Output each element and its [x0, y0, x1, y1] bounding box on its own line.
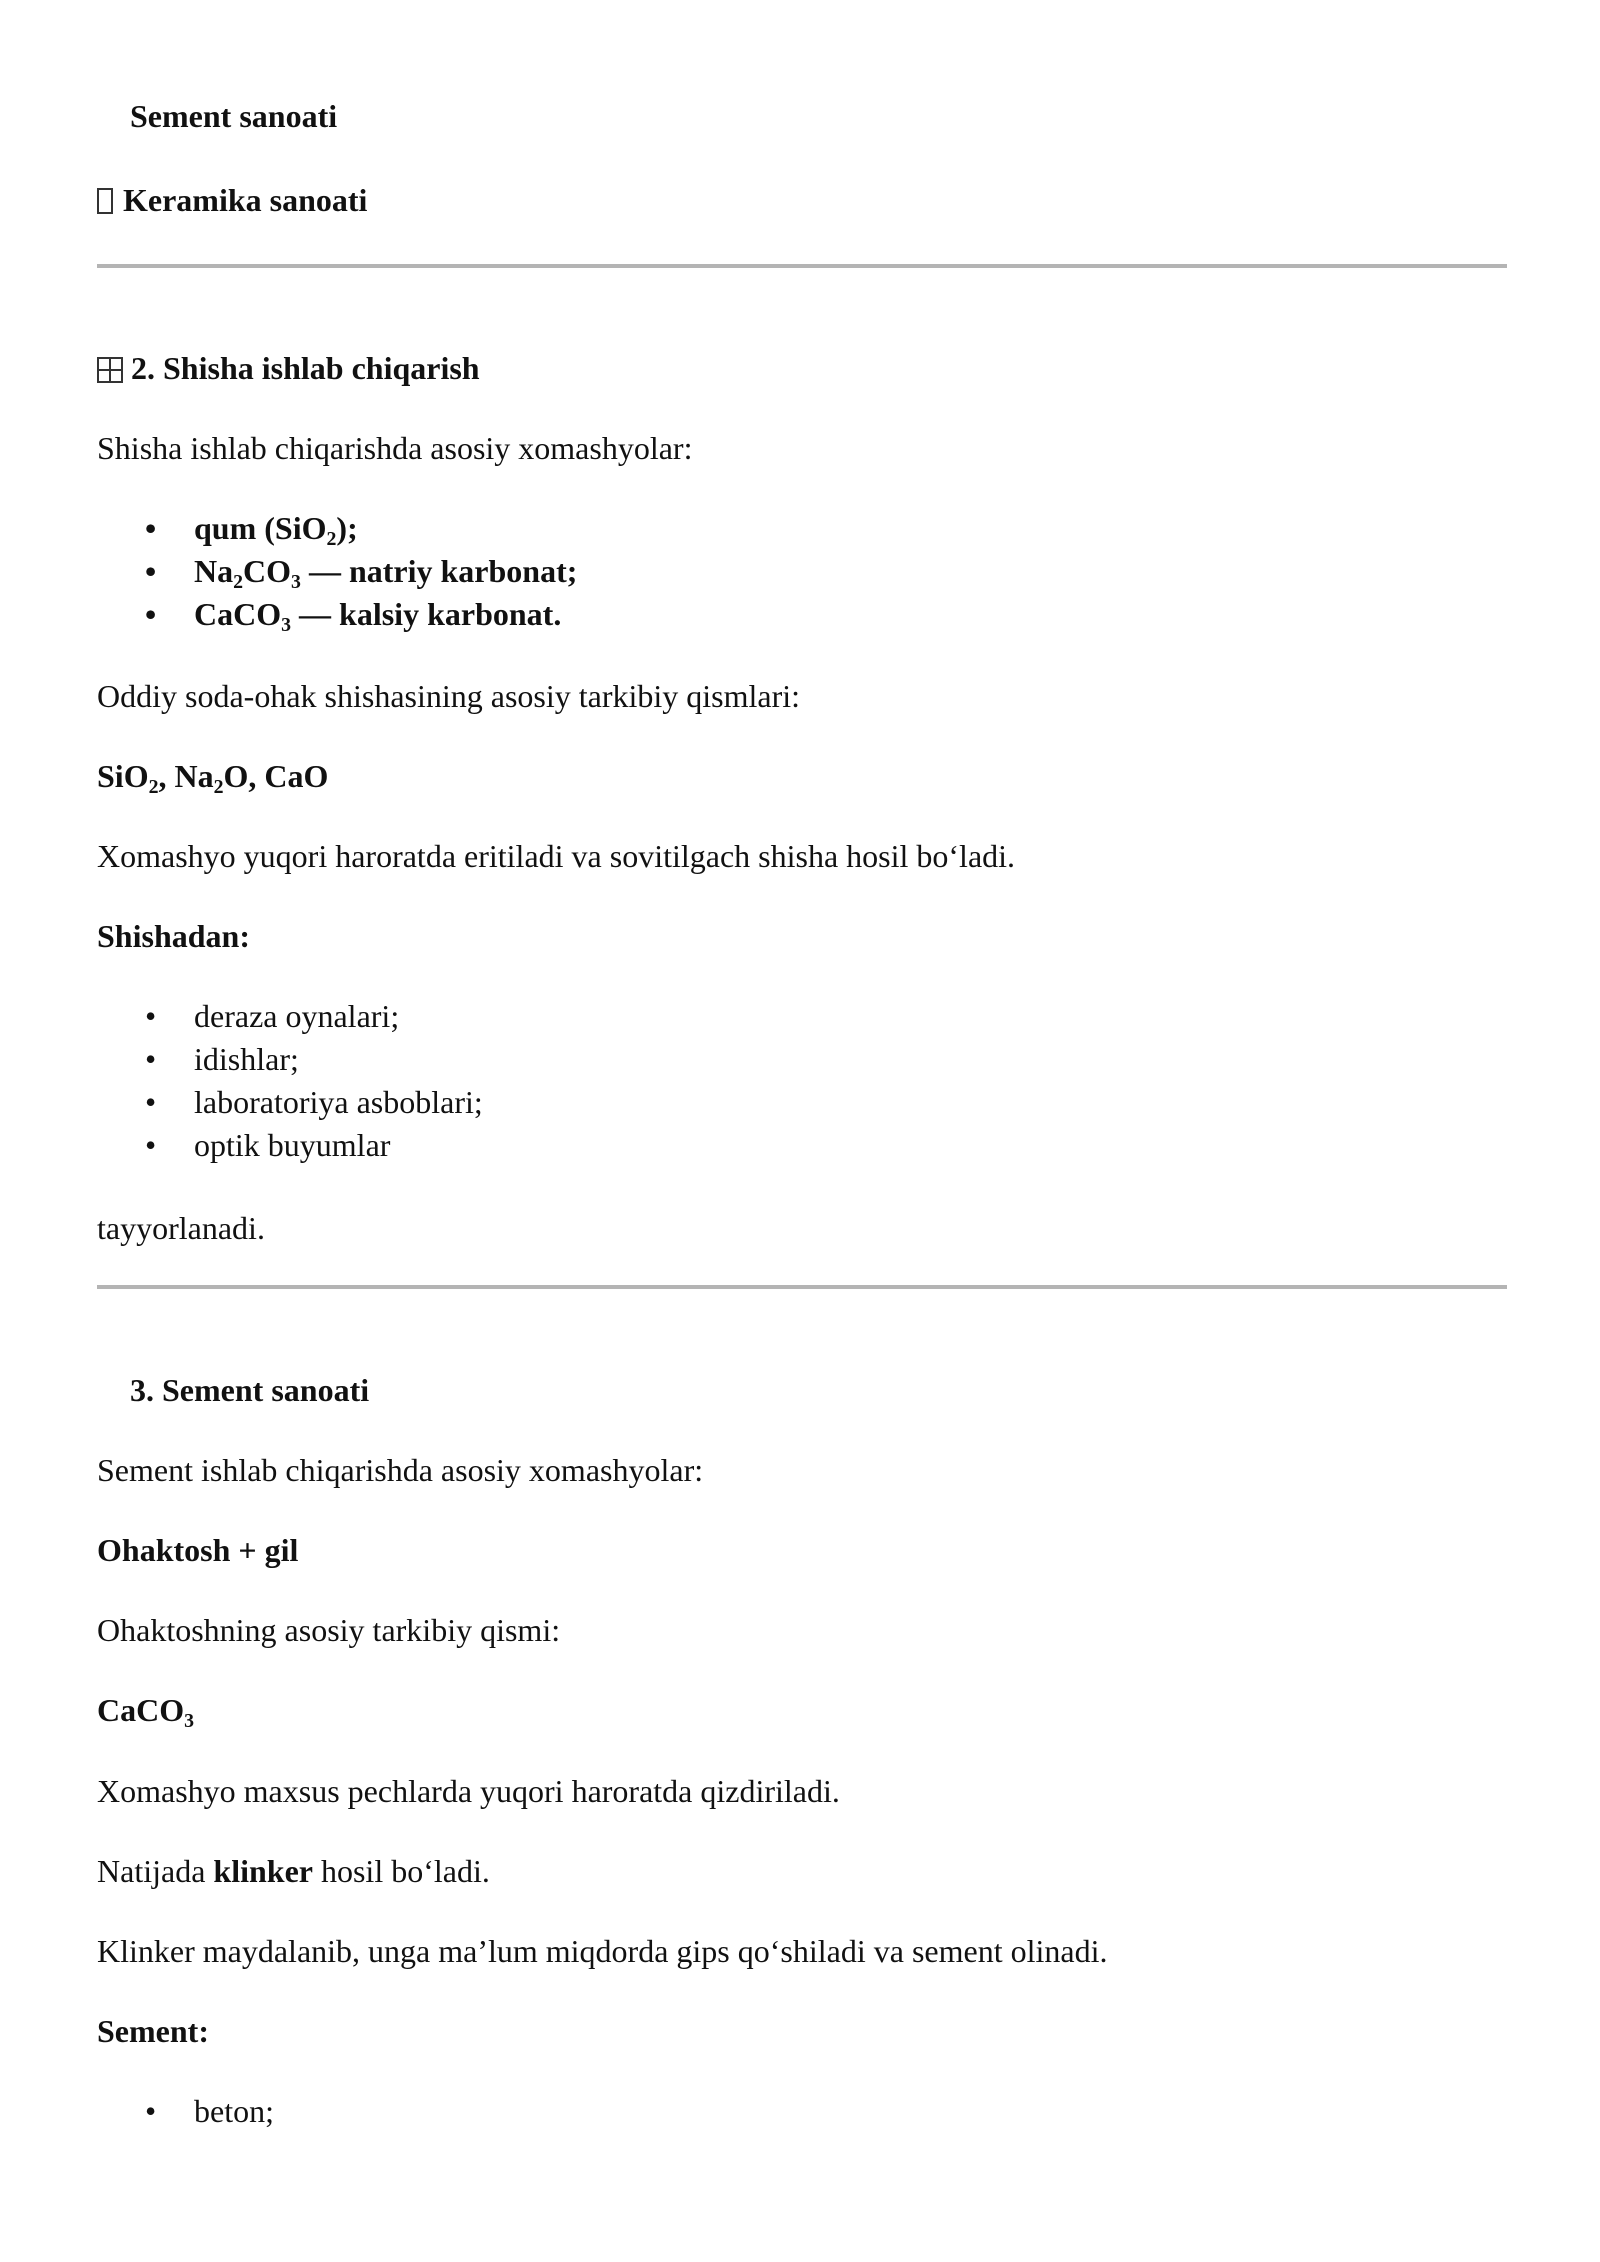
product-text: laboratoriya asboblari; [194, 1084, 483, 1120]
list-item [97, 1039, 483, 1082]
glass-products-list [97, 996, 483, 1168]
glass-composition-formula [97, 756, 328, 796]
list-item [97, 2091, 274, 2134]
product-text: optik buyumlar [194, 1127, 391, 1163]
list-item [97, 996, 483, 1039]
formula-text: CaCO [97, 1692, 185, 1728]
subscript: 2 [213, 775, 224, 798]
product-text: deraza oynalari; [194, 998, 400, 1034]
bullet-icon: • [145, 553, 157, 589]
result-text: Natijada [97, 1853, 214, 1889]
bullet-icon: • [145, 998, 157, 1034]
keramika-heading-text: Keramika sanoati [123, 182, 368, 218]
bullet-icon: • [145, 1041, 157, 1077]
missing-glyph-icon [97, 188, 113, 214]
limestone-formula [97, 1690, 194, 1730]
bullet-icon: • [145, 1084, 157, 1120]
bullet-icon: • [145, 1127, 157, 1163]
list-item [97, 594, 577, 637]
result-text: hosil bo‘ladi. [312, 1853, 490, 1889]
limestone-intro: Ohaktoshning asosiy tarkibiy qismi: [97, 1612, 561, 1648]
glass-heading [97, 348, 480, 388]
product-text: idishlar; [194, 1041, 299, 1077]
subscript: 2 [233, 570, 244, 593]
formula-text: , Na [158, 758, 214, 794]
cement-uses-list [97, 2091, 274, 2134]
cement-heading: 3. Sement sanoati [130, 1372, 370, 1408]
section-heading-sement-top: Sement sanoati [130, 98, 338, 134]
list-item [97, 508, 577, 551]
material-text: CaCO [194, 596, 282, 632]
composition-intro: Oddiy soda-ohak shishasining asosiy tarkibiy qismlari: [97, 678, 801, 714]
cement-uses-label: Sement: [97, 2013, 209, 2049]
use-text: beton; [194, 2093, 274, 2129]
list-item [97, 551, 577, 594]
material-text: — kalsiy karbonat. [291, 596, 562, 632]
bullet-icon: • [145, 2093, 157, 2129]
material-text: — natriy karbonat; [300, 553, 578, 589]
window-grid-icon [97, 357, 123, 383]
bullet-icon: • [145, 510, 157, 546]
subscript: 2 [326, 527, 337, 550]
glass-intro: Shisha ishlab chiqarishda asosiy xomashyolar: [97, 430, 693, 466]
material-text: qum (SiO [194, 510, 327, 546]
section-heading-keramika [97, 180, 367, 220]
glass-heading-text: 2. Shisha ishlab chiqarish [131, 350, 480, 386]
divider-1 [97, 264, 1507, 268]
cement-result [97, 1851, 490, 1891]
subscript: 3 [184, 1709, 195, 1732]
glass-products-label: Shishadan: [97, 918, 250, 954]
subscript: 2 [148, 775, 159, 798]
formula-text: SiO [97, 758, 149, 794]
cement-materials: Ohaktosh + gil [97, 1532, 299, 1568]
subscript: 3 [291, 570, 301, 593]
klinker-term: klinker [213, 1853, 313, 1889]
cement-grinding: Klinker maydalanib, unga ma’lum miqdorda gips qo‘shiladi va sement olinadi. [97, 1933, 1108, 1969]
formula-text: O, CaO [223, 758, 329, 794]
glass-closing: tayyorlanadi. [97, 1210, 265, 1246]
glass-process: Xomashyo yuqori haroratda eritiladi va sovitilgach shisha hosil bo‘ladi. [97, 838, 1016, 874]
divider-2 [97, 1285, 1507, 1289]
material-text: CO [243, 553, 292, 589]
cement-intro: Sement ishlab chiqarishda asosiy xomashyolar: [97, 1452, 704, 1488]
list-item [97, 1125, 483, 1168]
glass-materials-list [97, 508, 577, 637]
cement-process: Xomashyo maxsus pechlarda yuqori haroratda qizdiriladi. [97, 1773, 840, 1809]
list-item [97, 1082, 483, 1125]
material-text: ); [336, 510, 358, 546]
bullet-icon: • [145, 596, 157, 632]
subscript: 3 [281, 613, 292, 636]
material-text: Na [194, 553, 234, 589]
